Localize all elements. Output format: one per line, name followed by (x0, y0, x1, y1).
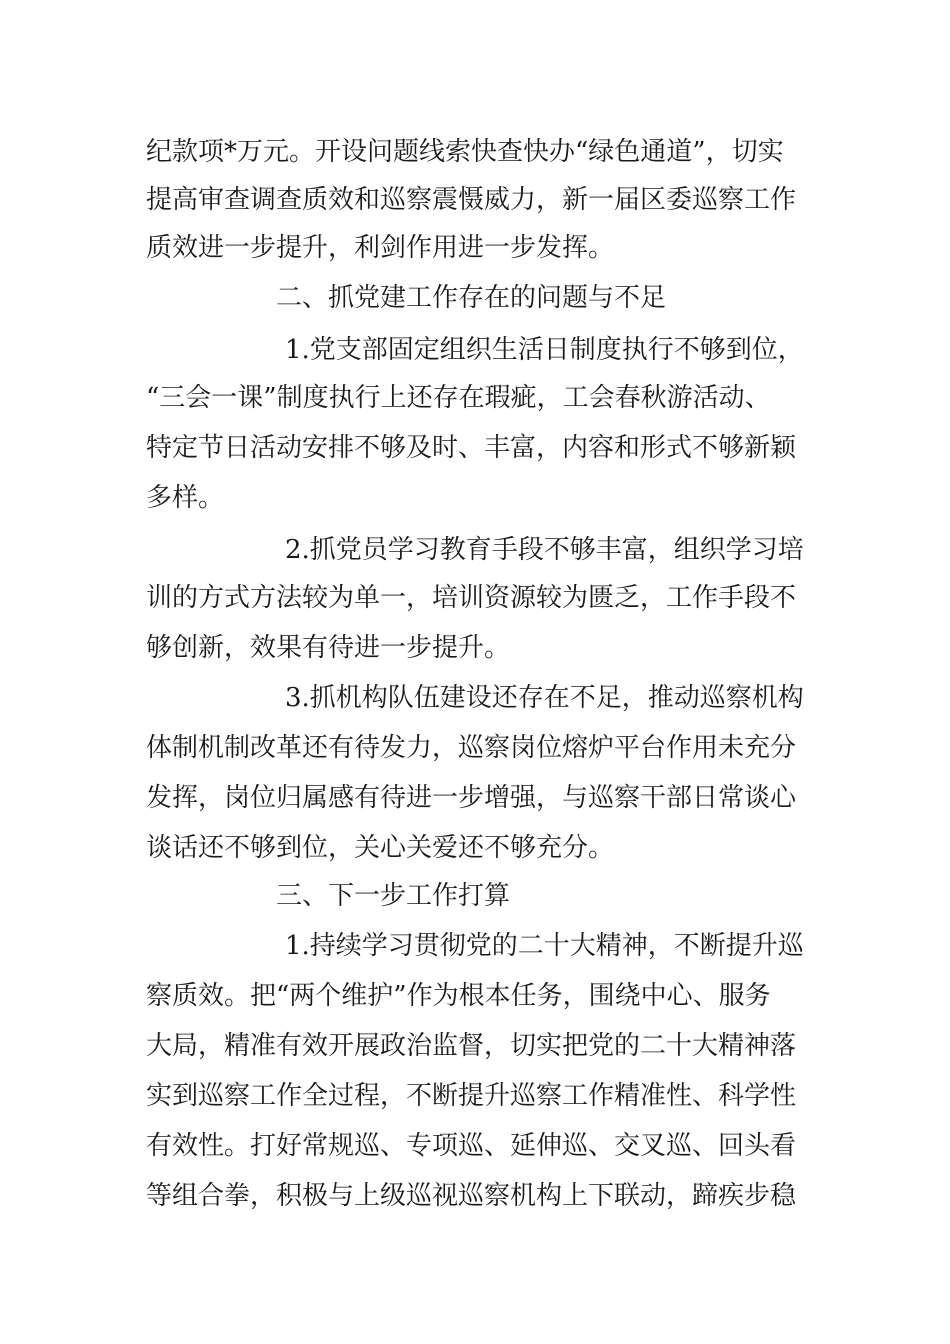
paragraph-line: 1.党支部固定组织生活日制度执行不够到位， (285, 335, 804, 365)
paragraph-line: 质效进一步提升，利剑作用进一步发挥。 (146, 233, 615, 263)
paragraph-line: 实到巡察工作全过程，不断提升巡察工作精准性、科学性 (146, 1081, 797, 1111)
paragraph-line: 察质效。把“两个维护”作为根本任务，围绕中心、服务 (146, 981, 771, 1011)
paragraph-line: 训的方式方法较为单一，培训资源较为匮乏，工作手段不 (146, 583, 797, 613)
paragraph-line: 3.抓机构队伍建设还存在不足，推动巡察机构 (285, 683, 804, 713)
paragraph-line: 有效性。打好常规巡、专项巡、延伸巡、交叉巡、回头看 (146, 1131, 797, 1161)
paragraph-line: 大局，精准有效开展政治监督，切实把党的二十大精神落 (146, 1031, 797, 1061)
paragraph-line: 1.持续学习贯彻党的二十大精神，不断提升巡 (285, 931, 804, 961)
paragraph-line: 发挥，岗位归属感有待进一步增强，与巡察干部日常谈心 (146, 783, 797, 813)
paragraph-line: 够创新，效果有待进一步提升。 (146, 633, 511, 663)
section-heading: 三、下一步工作打算 (276, 881, 511, 911)
paragraph-line: 提高审查调查质效和巡察震慑威力，新一届区委巡察工作 (146, 185, 797, 215)
paragraph-line: 谈话还不够到位，关心关爱还不够充分。 (146, 833, 615, 863)
section-heading: 二、抓党建工作存在的问题与不足 (276, 283, 667, 313)
paragraph-line: 体制机制改革还有待发力，巡察岗位熔炉平台作用未充分 (146, 733, 797, 763)
paragraph-line: 多样。 (146, 483, 225, 513)
paragraph-line: “三会一课”制度执行上还存在瑕疵，工会春秋游活动、 (146, 383, 771, 413)
paragraph-line: 2.抓党员学习教育手段不够丰富，组织学习培 (285, 535, 804, 565)
paragraph-line: 纪款项*万元。开设问题线索快查快办“绿色通道”，切实 (146, 137, 784, 167)
paragraph-line: 等组合拳，积极与上级巡视巡察机构上下联动，蹄疾步稳 (146, 1181, 797, 1211)
paragraph-line: 特定节日活动安排不够及时、丰富，内容和形式不够新颖 (146, 433, 797, 463)
